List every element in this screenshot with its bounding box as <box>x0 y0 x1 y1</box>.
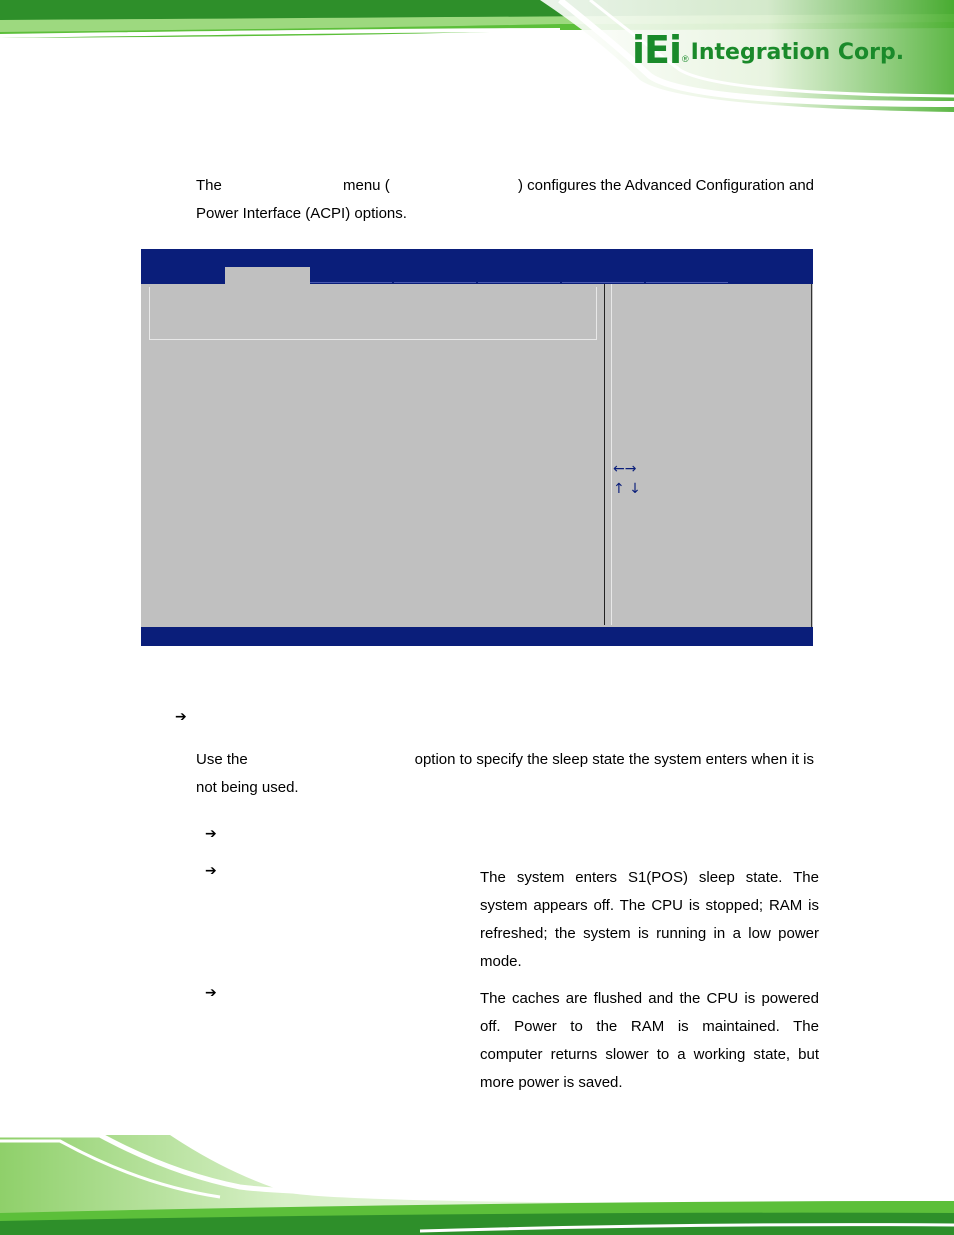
bios-right-edge <box>811 284 812 627</box>
bios-key-left-right-icon: ←→ <box>613 461 637 477</box>
desc-line: mode. <box>480 953 522 970</box>
bios-tab-3[interactable] <box>310 267 394 284</box>
option-use-the: Use the <box>196 751 248 768</box>
logo-registered-mark: ® <box>682 54 689 64</box>
bios-tab-advanced[interactable] <box>225 267 310 284</box>
desc-line: computer returns slower to a working state, but <box>480 1046 819 1063</box>
logo-text: Integration Corp. <box>690 40 905 65</box>
bios-tab-7[interactable] <box>646 267 730 284</box>
bios-title-bar <box>141 249 813 267</box>
bios-info-box <box>149 287 597 340</box>
sub-option-desc-s3 <box>480 985 819 1097</box>
company-logo <box>632 28 904 72</box>
option-use-rest: option to specify the sleep state the system enters when it is <box>414 751 814 768</box>
desc-line: system appears off. The CPU is stopped; RAM is <box>480 897 819 914</box>
desc-line: more power is saved. <box>480 1074 623 1091</box>
bios-body <box>141 284 813 627</box>
bios-screen <box>141 249 813 646</box>
desc-line: off. Power to the RAM is maintained. The <box>480 1018 819 1035</box>
arrow-right-icon: ➔ <box>205 985 217 1001</box>
intro-rest: ) configures the Advanced Configuration and <box>517 177 814 194</box>
bios-key-up-down-icon: ↑ ↓ <box>613 481 641 497</box>
intro-line-2: Power Interface (ACPI) options. <box>196 205 407 222</box>
bios-panel-divider <box>604 284 605 625</box>
bios-menu-bar <box>141 267 813 284</box>
bios-tab-5[interactable] <box>478 267 562 284</box>
option-desc-line-2: not being used. <box>196 779 299 796</box>
intro-menu: menu ( <box>343 177 390 194</box>
intro-the: The <box>196 177 222 194</box>
bios-panel-divider-highlight <box>611 284 612 625</box>
desc-line: refreshed; the system is running in a low power <box>480 925 819 942</box>
desc-line: The caches are flushed and the CPU is powered <box>480 990 819 1007</box>
footer-banner <box>0 1135 954 1235</box>
arrow-right-icon: ➔ <box>205 863 217 879</box>
logo-mark: iEi <box>632 28 682 72</box>
desc-line: The system enters S1(POS) sleep state. The <box>480 869 819 886</box>
arrow-right-icon: ➔ <box>175 709 187 725</box>
arrow-right-icon: ➔ <box>205 826 217 842</box>
bios-tab-1[interactable] <box>141 267 225 284</box>
bios-tab-4[interactable] <box>394 267 478 284</box>
sub-option-desc-s1 <box>480 864 819 976</box>
bios-status-bar <box>141 627 813 646</box>
bios-tab-6[interactable] <box>562 267 646 284</box>
